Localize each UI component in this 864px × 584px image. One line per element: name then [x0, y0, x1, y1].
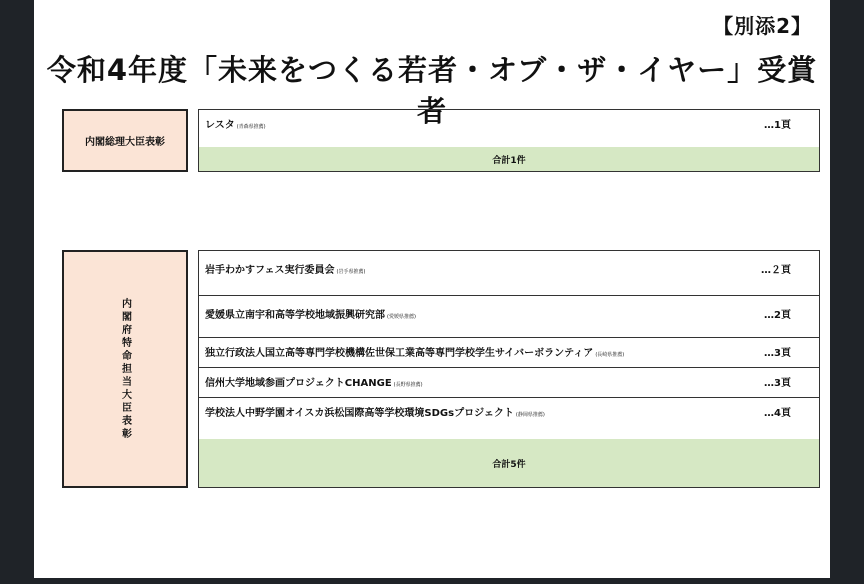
total-row: [199, 147, 819, 171]
entry-prefecture: (長野県推薦): [393, 382, 423, 388]
total-label: 合計5件: [492, 459, 526, 470]
entry-name: 学校法人中野学園オイスカ浜松国際高等学校環境SDGsプロジェクト (静岡県推薦): [205, 408, 545, 419]
total-label: 合計1件: [492, 155, 526, 166]
entry-page: …２頁: [761, 265, 791, 276]
entry-name: レスタ (青森県推薦): [205, 120, 266, 131]
award-list-cabinet-minister: [198, 250, 820, 488]
list-item: [199, 368, 819, 398]
entry-prefecture: (青森県推薦): [236, 124, 266, 130]
entry-page: …3頁: [764, 348, 791, 359]
entry-page: …2頁: [764, 310, 791, 321]
list-item: [199, 110, 819, 148]
entry-prefecture: (長崎県推薦): [595, 352, 625, 358]
entry-prefecture: (岩手県推薦): [336, 269, 366, 275]
entry-page: …1頁: [764, 120, 791, 131]
entry-page: …3頁: [764, 378, 791, 389]
award-list-prime-minister: [198, 109, 820, 172]
category-label: 内閣総理大臣表彰: [85, 137, 165, 148]
list-item: [199, 251, 819, 296]
entry-prefecture: (静岡県推薦): [515, 412, 545, 418]
entry-name: 信州大学地域参画プロジェクトCHANGE (長野県推薦): [205, 378, 423, 389]
entry-name: 愛媛県立南宇和高等学校地域振興研究部 (愛媛県推薦): [205, 310, 416, 321]
category-cabinet-minister-award: [62, 250, 188, 488]
category-label: 内閣府特命担当大臣表彰: [119, 297, 131, 441]
entry-page: …4頁: [764, 408, 791, 419]
entry-name: 独立行政法人国立高等専門学校機構佐世保工業高等専門学校学生サイバーボランティア (長崎県推薦): [205, 348, 625, 359]
list-item: [199, 296, 819, 338]
total-row: [199, 439, 819, 487]
attachment-label: 【別添2】: [713, 14, 812, 38]
entry-name: 岩手わかすフェス実行委員会 (岩手県推薦): [205, 265, 366, 276]
page-title: 令和4年度「未来をつくる若者・オブ・ザ・イヤー」受賞者: [46, 53, 818, 128]
list-item: [199, 398, 819, 440]
entry-prefecture: (愛媛県推薦): [387, 314, 416, 320]
list-item: [199, 338, 819, 368]
document-page: [34, 0, 830, 578]
category-prime-minister-award: [62, 109, 188, 172]
